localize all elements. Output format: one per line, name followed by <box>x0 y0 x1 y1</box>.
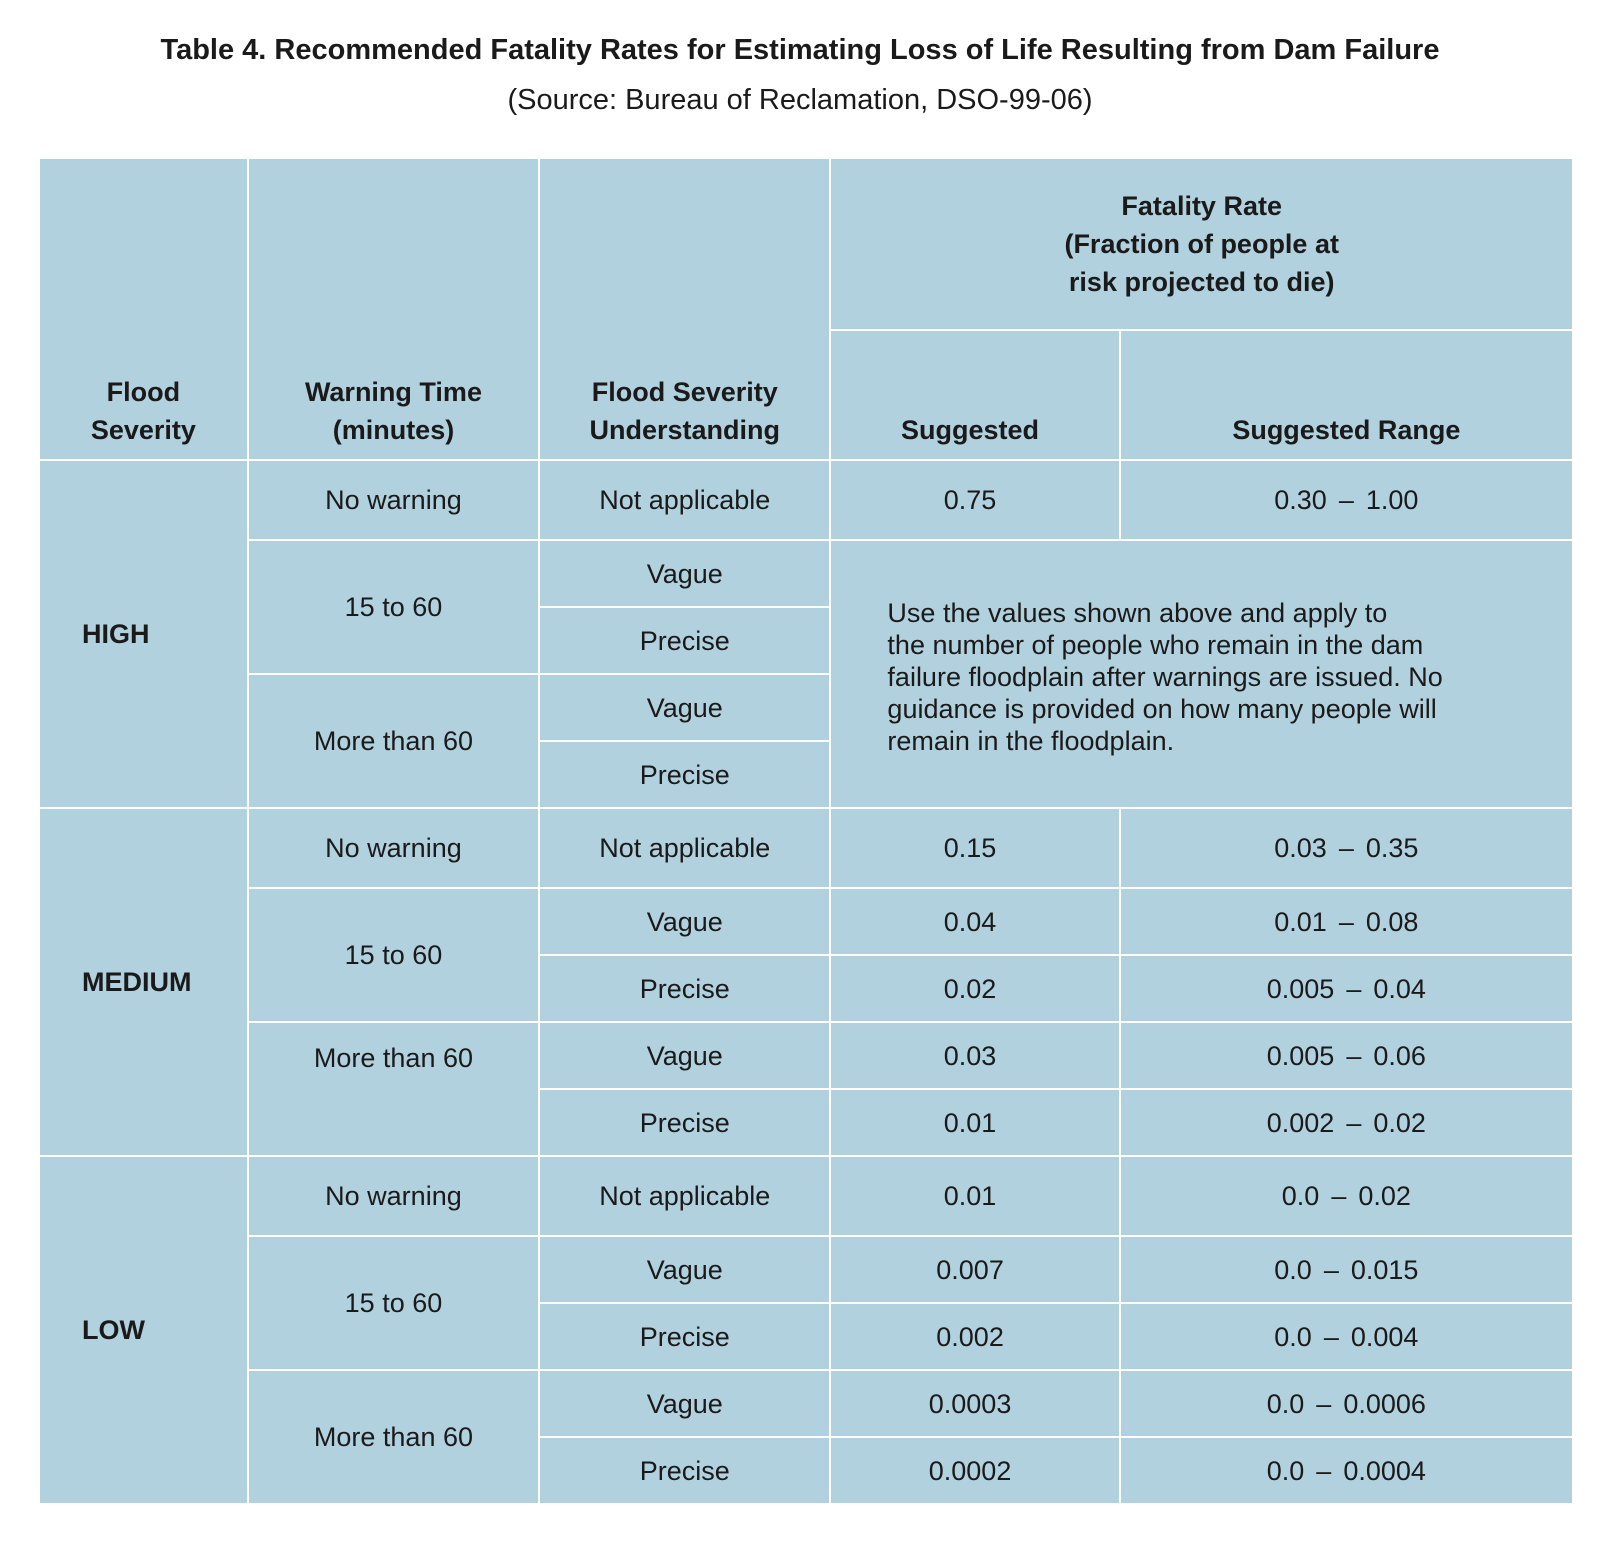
range-high: 0.015 <box>1350 1254 1419 1285</box>
range-dash: – <box>1338 485 1354 515</box>
range-high: 0.02 <box>1358 1181 1411 1211</box>
range-cell <box>1120 1236 1573 1303</box>
understanding-cell: Vague <box>539 1370 830 1437</box>
header-text: (minutes) <box>332 415 455 445</box>
range-cell <box>1120 460 1573 540</box>
range-dash: – <box>1323 1321 1339 1352</box>
severity-cell: MEDIUM <box>39 808 248 1156</box>
warning-cell: More than 60 <box>248 1370 539 1504</box>
suggested-cell: 0.01 <box>830 1156 1119 1236</box>
range-low: 0.01 <box>1274 906 1327 937</box>
understanding-cell: Not applicable <box>539 1156 830 1236</box>
range-low: 0.30 <box>1274 485 1327 515</box>
note-line: remain in the floodplain. <box>887 726 1175 756</box>
header-text: Understanding <box>589 415 781 445</box>
warning-cell: 15 to 60 <box>248 888 539 1022</box>
suggested-cell: 0.007 <box>830 1236 1119 1303</box>
suggested-cell: 0.01 <box>830 1089 1119 1156</box>
severity-cell: LOW <box>39 1156 248 1504</box>
suggested-cell: 0.002 <box>830 1303 1119 1370</box>
header-text: risk projected to die) <box>1068 267 1335 297</box>
table-row <box>39 460 1573 540</box>
understanding-cell: Precise <box>539 1303 830 1370</box>
range-high: 0.08 <box>1365 906 1419 937</box>
range-low: 0.005 <box>1266 973 1335 1004</box>
table-row <box>39 1236 1573 1303</box>
understanding-cell: Precise <box>539 1437 830 1504</box>
range-low: 0.002 <box>1266 1107 1335 1138</box>
warning-cell: More than 60 <box>248 1022 539 1156</box>
suggested-cell: 0.03 <box>830 1022 1119 1089</box>
range-low: 0.0 <box>1281 1181 1320 1211</box>
suggested-cell: 0.0002 <box>830 1437 1119 1504</box>
suggested-cell: 0.04 <box>830 888 1119 955</box>
understanding-cell: Precise <box>539 607 830 674</box>
table-row <box>39 540 1573 607</box>
warning-cell: More than 60 <box>248 674 539 808</box>
understanding-cell: Precise <box>539 1089 830 1156</box>
range-dash: – <box>1331 1181 1347 1211</box>
suggested-cell: 0.75 <box>830 460 1119 540</box>
header-understanding <box>539 158 830 460</box>
range-high: 1.00 <box>1365 485 1419 515</box>
range-cell <box>1120 1022 1573 1089</box>
range-dash: – <box>1338 833 1354 863</box>
range-dash: – <box>1346 1107 1362 1138</box>
understanding-cell: Vague <box>539 888 830 955</box>
table-row <box>39 888 1573 955</box>
warning-cell: No warning <box>248 808 539 888</box>
table-row <box>39 808 1573 888</box>
note-line: guidance is provided on how many people will <box>887 694 1437 724</box>
range-cell <box>1120 1437 1573 1504</box>
header-text: Flood Severity <box>591 377 778 407</box>
range-high: 0.0006 <box>1343 1388 1426 1419</box>
range-dash: – <box>1346 973 1362 1004</box>
header-flood-severity <box>39 158 248 460</box>
understanding-cell: Vague <box>539 674 830 741</box>
range-high: 0.35 <box>1365 833 1419 863</box>
range-low: 0.0 <box>1274 1254 1312 1285</box>
table-source: (Source: Bureau of Reclamation, DSO-99-06) <box>507 84 1093 116</box>
table-row <box>39 1022 1573 1089</box>
range-cell <box>1120 955 1573 1022</box>
note-line: the number of people who remain in the dam <box>887 630 1424 660</box>
range-low: 0.005 <box>1266 1040 1335 1071</box>
range-dash: – <box>1338 906 1354 937</box>
understanding-cell: Not applicable <box>539 808 830 888</box>
range-low: 0.03 <box>1274 833 1327 863</box>
suggested-cell: 0.0003 <box>830 1370 1119 1437</box>
range-cell <box>1120 1303 1573 1370</box>
range-high: 0.06 <box>1373 1040 1426 1071</box>
header-text: Warning Time <box>304 377 482 407</box>
range-dash: – <box>1323 1254 1339 1285</box>
header-text: (Fraction of people at <box>1064 229 1339 259</box>
warning-cell: No warning <box>248 1156 539 1236</box>
range-high: 0.0004 <box>1343 1455 1426 1486</box>
understanding-cell: Precise <box>539 955 830 1022</box>
range-high: 0.02 <box>1373 1107 1426 1138</box>
suggested-cell: 0.15 <box>830 808 1119 888</box>
range-dash: – <box>1316 1455 1332 1486</box>
note-line: failure floodplain after warnings are issued. No <box>887 662 1443 692</box>
fatality-rates-table <box>38 157 1574 1505</box>
range-cell <box>1120 808 1573 888</box>
warning-cell: 15 to 60 <box>248 540 539 674</box>
table-title: Table 4. Recommended Fatality Rates for Estimating Loss of Life Resulting from Dam Failure <box>160 34 1440 66</box>
header-text: Severity <box>90 415 196 445</box>
header-fatality-rate <box>830 158 1573 330</box>
range-dash: – <box>1316 1388 1332 1419</box>
table-row <box>39 1156 1573 1236</box>
range-cell <box>1120 888 1573 955</box>
range-cell <box>1120 1370 1573 1437</box>
suggested-cell: 0.02 <box>830 955 1119 1022</box>
guidance-note <box>830 540 1573 808</box>
warning-cell: 15 to 60 <box>248 1236 539 1370</box>
understanding-cell: Not applicable <box>539 460 830 540</box>
range-cell <box>1120 1089 1573 1156</box>
range-cell <box>1120 1156 1573 1236</box>
header-suggested-range: Suggested Range <box>1120 330 1573 460</box>
header-warning-time <box>248 158 539 460</box>
range-high: 0.004 <box>1350 1321 1419 1352</box>
severity-cell: HIGH <box>39 460 248 808</box>
understanding-cell: Precise <box>539 741 830 808</box>
understanding-cell: Vague <box>539 1022 830 1089</box>
understanding-cell: Vague <box>539 1236 830 1303</box>
range-high: 0.04 <box>1373 973 1426 1004</box>
header-text: Flood <box>106 377 181 407</box>
range-dash: – <box>1346 1040 1362 1071</box>
warning-cell: No warning <box>248 460 539 540</box>
header-text: Fatality Rate <box>1121 191 1282 221</box>
understanding-cell: Vague <box>539 540 830 607</box>
range-low: 0.0 <box>1266 1388 1305 1419</box>
header-suggested: Suggested <box>830 330 1119 460</box>
range-low: 0.0 <box>1266 1455 1305 1486</box>
table-row <box>39 1370 1573 1437</box>
note-line: Use the values shown above and apply to <box>887 598 1388 628</box>
range-low: 0.0 <box>1274 1321 1312 1352</box>
